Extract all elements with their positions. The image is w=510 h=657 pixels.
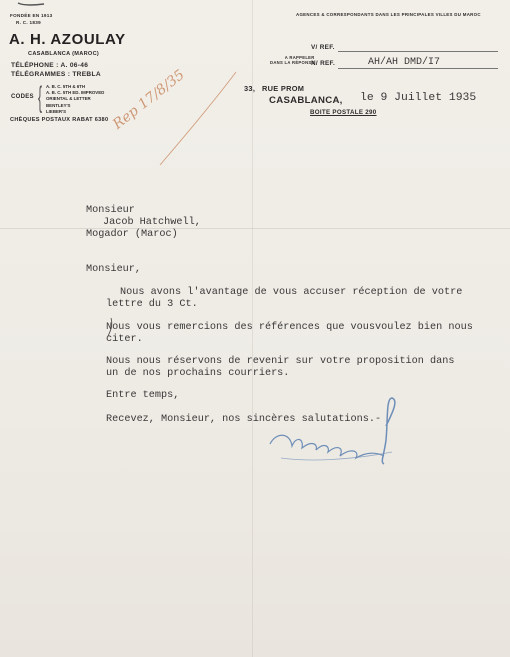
paragraph-line: Nous vous remercions des références que vousvoulez bien nous — [106, 322, 473, 333]
closing-line: Recevez, Monsieur, nos sincères salutations.- — [106, 414, 382, 425]
n-ref-value: AH/AH DMD/I7 — [368, 57, 441, 68]
codes-label: CODES — [11, 94, 34, 100]
agencies-line: AGENCES & CORRESPONDANTS DANS LES PRINCIPALES VILLES DU MAROC — [296, 12, 481, 17]
paragraph-line: Nous nous réservons de revenir sur votre proposition dans — [106, 356, 455, 367]
telephone-line: TÉLÉPHONE : A. 06-46 — [11, 62, 89, 69]
entre-temps-line: Entre temps, — [106, 390, 180, 401]
place-label: CASABLANCA, — [269, 95, 343, 106]
v-ref-label: V/ REF. — [311, 44, 335, 51]
code-item: A. B. C. 5TH & 6TH — [46, 84, 86, 89]
rappeler-note: A RAPPELER DANS LA RÉPONSE — [270, 55, 315, 66]
n-ref-label: N/ REF. — [311, 60, 336, 67]
recipient-line: Jacob Hatchwell, — [103, 217, 201, 228]
recipient-line: Mogador (Maroc) — [86, 229, 178, 240]
paragraph-line: un de nos prochains courriers. — [106, 368, 290, 379]
cheques-line: CHÈQUES POSTAUX RABAT 6380 — [10, 117, 109, 123]
company-name: A. H. AZOULAY — [9, 31, 126, 48]
boite-postale: BOITE POSTALE 290 — [310, 109, 377, 116]
codes-brace: { — [38, 81, 43, 114]
paragraph-line: citer. — [106, 334, 143, 345]
code-item: LIEBER'S — [46, 108, 67, 114]
paragraph-line: lettre du 3 Ct. — [106, 299, 198, 310]
recipient-line: Monsieur — [86, 205, 135, 216]
street-name: RUE PROM — [262, 84, 305, 93]
paragraph-line: Nous avons l'avantage de vous accuser réception de votre — [120, 287, 463, 298]
code-item: A. B. C. 5TH ED. IMPROVED — [46, 90, 105, 96]
pencil-annotation: Rep 17/8/35 — [110, 66, 188, 133]
letter-date: le 9 Juillet 1935 — [360, 92, 477, 104]
street-number: 33, — [244, 84, 256, 93]
rc-label: R. C. 1839 — [16, 20, 41, 25]
company-city: CASABLANCA (MAROC) — [28, 51, 100, 57]
code-item: BENTLEY'S — [46, 102, 71, 108]
salutation: Monsieur, — [86, 264, 142, 275]
code-item: ORIENTAL & LETTER — [46, 96, 91, 102]
telegrams-line: TÉLÉGRAMMES : TREBLA — [11, 71, 101, 78]
founded-label: FONDÉE EN 1913 — [10, 13, 53, 18]
